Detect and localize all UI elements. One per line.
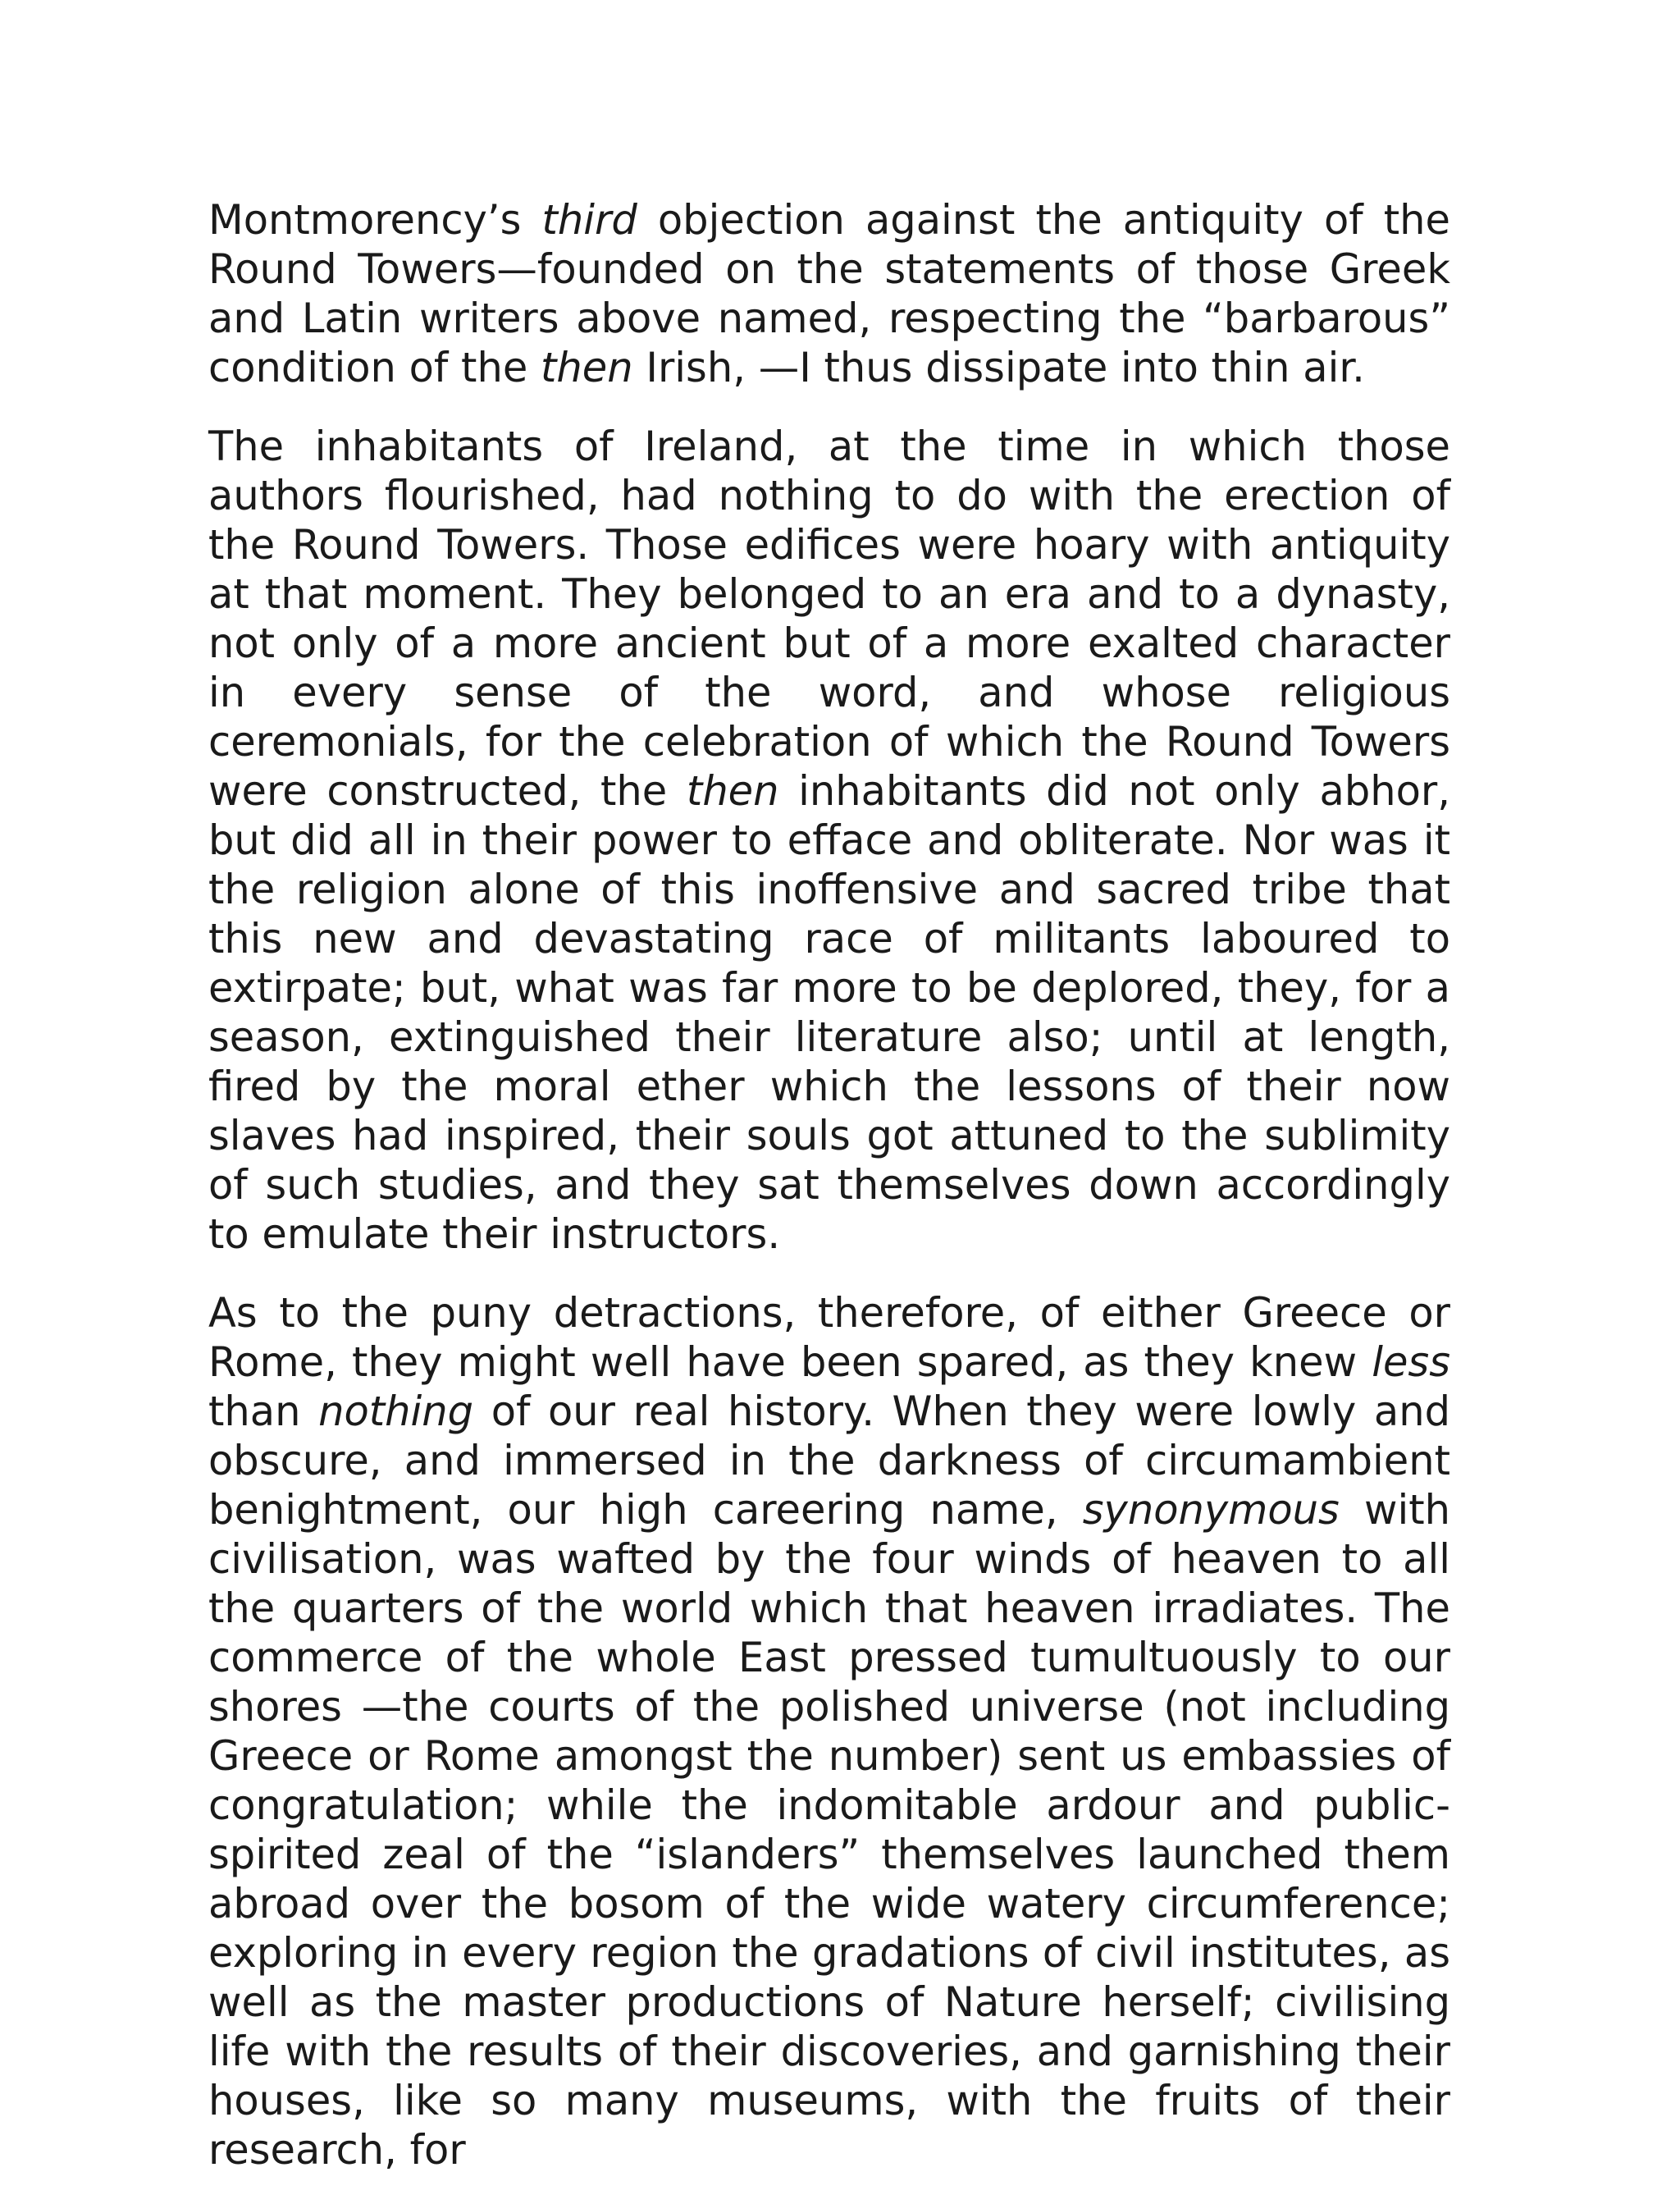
document-page: [208, 195, 1450, 2204]
text-run: As to the puny detractions, therefore, of either Greece or Rome, they might well have been spared, as they knew: [208, 1289, 1450, 1386]
paragraph-2: [208, 422, 1450, 1259]
text-run: with civilisation, was wafted by the four winds of heaven to all the quarters of the world which that heaven irradiates. The commerce of the whole East pressed tumultuously to our shores —the courts of the polished universe (not including Greece or Rome amongst the number) sent us embassies of congratulation; while the indomitable ardour and public-spirited zeal of the “islanders” themselves launched them abroad over the bosom of the wide watery circumference; exploring in every region the gradations of civil institutes, as well as the master productions of Nature herself; civilising life with the results of their discoveries, and garnishing their houses, like so many museums, with the fruits of their research, for: [208, 1486, 1450, 2174]
paragraph-3: [208, 1288, 1450, 2174]
text-run: Montmorency’s: [208, 196, 542, 244]
paragraph-1: [208, 195, 1450, 392]
italic-text-run: synonymous: [1082, 1486, 1340, 1534]
italic-text-run: then: [541, 344, 633, 391]
text-run: than: [208, 1388, 319, 1435]
text-run: of our real history. When they were lowly and obscure, and immersed in the darkness of circumambient benightment, our high careering name,: [208, 1388, 1450, 1534]
italic-text-run: third: [541, 196, 637, 244]
italic-text-run: then: [686, 767, 779, 815]
text-run: inhabitants did not only abhor, but did all in their power to efface and obliterate. Nor was it the religion alone of this inoffensive and sacred tribe that this new and devastating race of militants laboured to extirpate; but, what was far more to be deplored, they, for a season, extinguished their literature also; until at length, fired by the moral ether which the lessons of their now slaves had inspired, their souls got attuned to the sublimity of such studies, and they sat themselves down accordingly to emulate their instructors.: [208, 767, 1450, 1258]
text-run: objection against the antiquity of the Round Towers—founded on the statements of those Greek and Latin writers above named, respecting the “barbarous” condition of the: [208, 196, 1451, 391]
italic-text-run: nothing: [318, 1388, 474, 1435]
text-run: Irish, —I thus dissipate into thin air.: [632, 344, 1365, 391]
text-run: The inhabitants of Ireland, at the time in which those authors flourished, had nothing to do with the erection of the Round Towers. Those edifices were hoary with antiquity at that moment. They belonged to an era and to a dynasty, not only of a more ancient but of a more exalted character in every sense of the word, and whose religious ceremonials, for the celebration of which the Round Towers were constructed, the: [208, 423, 1450, 815]
italic-text-run: less: [1372, 1338, 1450, 1386]
